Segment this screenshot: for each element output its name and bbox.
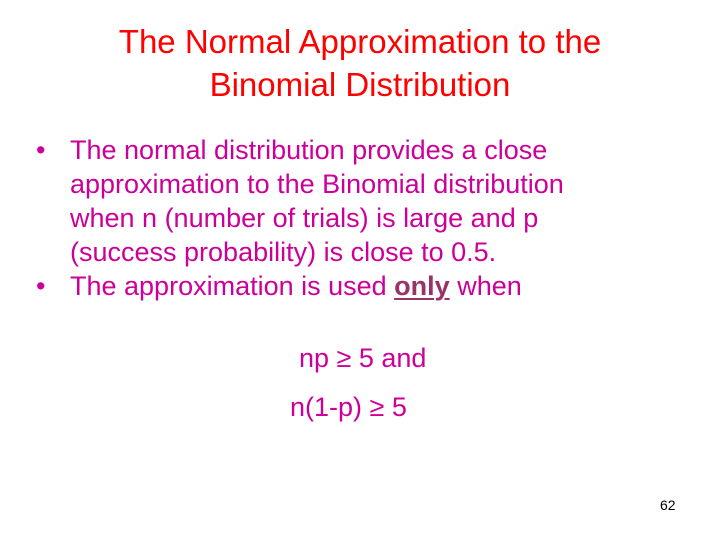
bullet-item-2 <box>36 269 696 303</box>
slide-title-line-2: Binomial Distribution <box>209 66 511 103</box>
condition-np: np ≥ 5 and <box>299 343 427 373</box>
bullet-1-line-1: The normal distribution provides a close <box>70 135 548 165</box>
page-number: 62 <box>660 497 676 513</box>
condition-n-one-minus-p: n(1-p) ≥ 5 <box>290 392 407 422</box>
bullet-marker-icon: • <box>36 271 46 301</box>
bullet-1-line-3: when n (number of trials) is large and p <box>70 203 539 233</box>
slide-title <box>60 20 660 106</box>
bullet-2-line-1 <box>70 269 696 303</box>
bullet-1-line-4: (success probability) is close to 0.5. <box>70 237 497 267</box>
bullet-1-line-2: approximation to the Binomial distribution <box>70 169 564 199</box>
bullet-marker-icon: • <box>36 135 46 165</box>
slide-title-line-1: The Normal Approximation to the <box>118 23 602 60</box>
bullet-item-1 <box>36 133 696 269</box>
bullet-list <box>36 133 696 303</box>
bullet-2-text-after: when <box>449 271 522 301</box>
bullet-2-text-before: The approximation is used <box>70 271 395 301</box>
emphasis-only: only <box>394 271 450 301</box>
